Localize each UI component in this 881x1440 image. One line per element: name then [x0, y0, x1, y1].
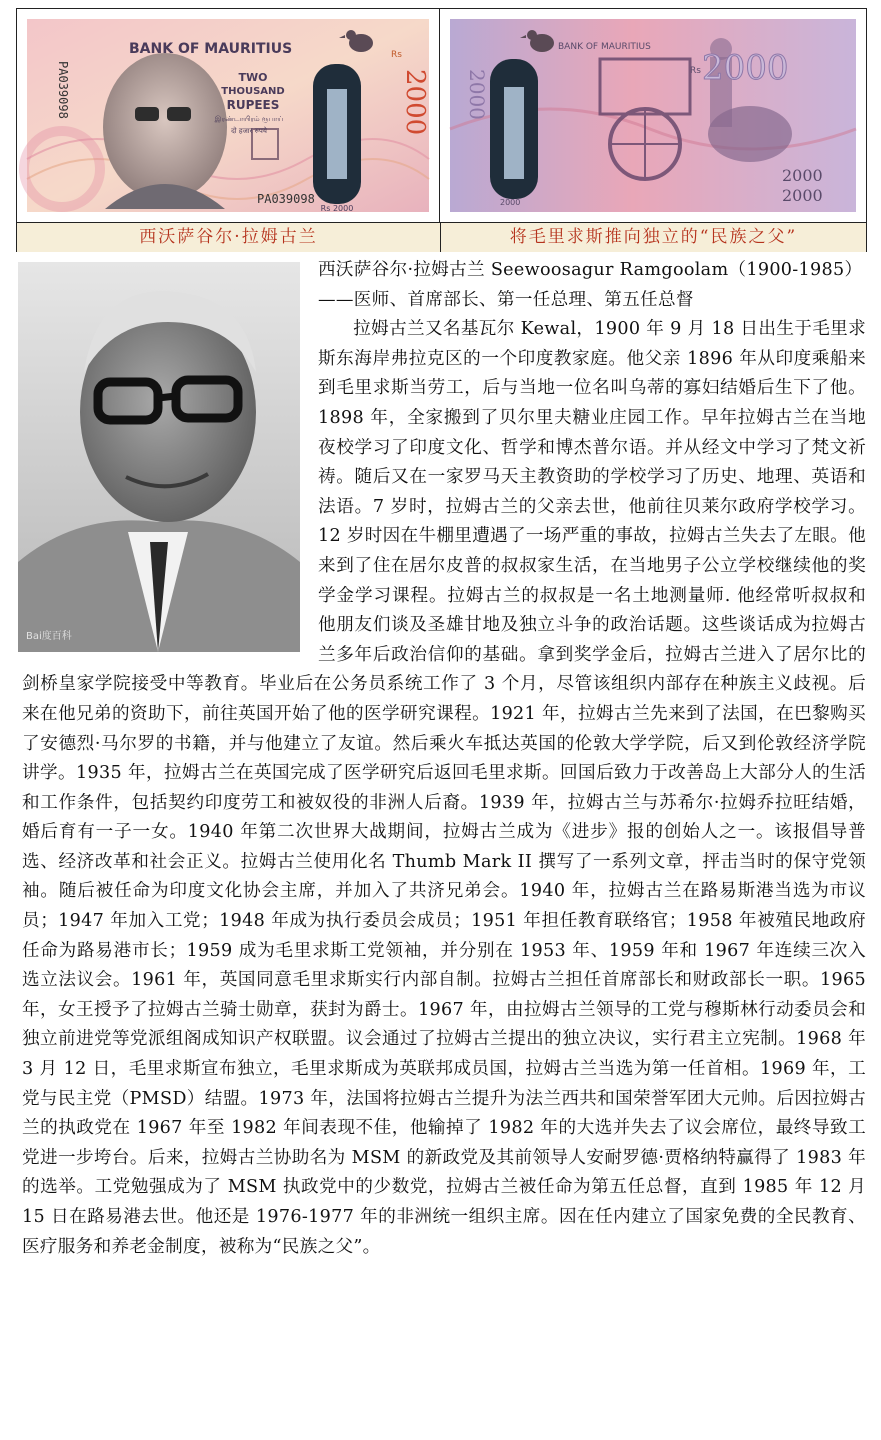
note-front-rs: Rs — [391, 50, 402, 60]
note-back-value-small-2: 2000 — [782, 186, 823, 205]
note-front-words-1: TWO — [238, 71, 268, 84]
article-subtitle: ——医师、首席部长、第一任总理、第五任总督 — [318, 289, 694, 310]
caption-row — [17, 222, 866, 252]
banknote-strip — [16, 8, 867, 252]
banknote-back — [440, 9, 866, 222]
note-front-hindi: दो हजार रुपये — [231, 127, 267, 135]
article-title: 西沃萨谷尔·拉姆古兰 Seewoosagur Ramgoolam（1900-1985） — [318, 260, 863, 280]
note-front-words-2: THOUSAND — [221, 86, 285, 97]
note-front-value: 2000 — [400, 69, 430, 136]
article-body: 拉姆古兰又名基瓦尔 Kewal，1900 年 9 月 18 日出生于毛里求斯东海岸弗拉克区的一个印度教家庭。他父亲 1896 年从印度乘船来到毛里求斯当劳工，后与当地一位名叫乌蒂的寡妇结婚后生下了他。1898 年，全家搬到了贝尔里夫糖业庄园工作。早年拉姆古兰在当地夜校学习了印度文化、哲学和博杰普尔语。并从经文中学习了梵文祈祷。随后又在一家罗马天主教资助的学校学习了历史、地理、英语和法语。7 岁时，拉姆古兰的父亲去世，他前往贝莱尔政府学校学习。12 岁时因在牛棚里遭遇了一场严重的事故，拉姆古兰失去了左眼。他来到了住在居尔皮普的叔叔家生活，在当地男子公立学校继续他的奖学金学习课程。拉姆古兰的叔叔是一名土地测量师. 他经常听叔叔和他朋友们谈及圣雄甘地及独立斗争的政治话题。这些谈话成为拉姆古兰多年后政治信仰的基础。拿到奖学金后，拉姆古兰进入了居尔比的剑桥皇家学院接受中等教育。毕业后在公务员系统工作了 3 个月，尽管该组织内部存在种族主义歧视。后来在他兄弟的资助下，前往英国开始了他的医学研究课程。1921 年，拉姆古兰先来到了法国，在巴黎购买了安德烈·马尔罗的书籍，并与他建立了友谊。然后乘火车抵达英国的伦敦大学学院，后又到伦敦经济学院讲学。1935 年，拉姆古兰在英国完成了医学研究后返回毛里求斯。回国后致力于改善岛上大部分人的生活和工作条件，包括契约印度劳工和被奴役的非洲人后裔。1939 年，拉姆古兰与苏希尔·拉姆乔拉旺结婚，婚后育有一子一女。1940 年第二次世界大战期间，拉姆古兰成为《进步》报的创始人之一。该报倡导普选、经济改革和社会正义。拉姆古兰使用化名 Thumb Mark II 撰写了一系列文章，抨击当时的保守党领袖。随后被任命为印度文化协会主席，并加入了共济兄弟会。1940 年，拉姆古兰在路易斯港当选为市议员；1947 年加入工党；1948 年成为执行委员会成员；1951 年担任教育联络官；1958 年被殖民地政府任命为路易港市长；1959 成为毛里求斯工党领袖，并分别在 1953 年、1959 年和 1967 年连续三次入选立法议会。1961 年，英国同意毛里求斯实行内部自制。拉姆古兰担任首席部长和财政部长一职。1965 年，女王授予了拉姆古兰骑士勋章，获封为爵士。1967 年，由拉姆古兰领导的工党与穆斯林行动委员会和独立前进党等党派组阁成知识产权联盟。议会通过了拉姆古兰提出的独立决议，实行君主立宪制。1968 年 3 月 12 日，毛里求斯宣布独立，毛里求斯成为英联邦成员国，拉姆古兰当选为第一任首相。1969 年，工党与民主党（PMSD）结盟。1973 年，法国将拉姆古兰提升为法兰西共和国荣誉军团大元帅。后因拉姆古兰的执政党在 1967 年至 1982 年间表现不佳，他输掉了 1982 年的大选并失去了议会席位，最终导致工党进一步垮台。后来，拉姆古兰协助名为 MSM 的新政党及其前领导人安耐罗德·贾格纳特赢得了 1983 年的选举。工党勉强成为了 MSM 执政党中的少数党，拉姆古兰被任命为第五任总督，直到 1985 年 12 月 15 日在路易港去世。他还是 1976-1977 年的非洲统一组织主席。因在任内建立了国家免费的全民教育、医疗服务和养老金制度，被称为“民族之父”。 — [22, 319, 866, 1257]
note-back-bank-name: BANK OF MAURITIUS — [558, 42, 651, 52]
note-front-tamil: இரண்டாயிரம் ரூபாய் — [214, 115, 284, 123]
note-back-value: 2000 — [702, 48, 789, 88]
note-front-words-3: RUPEES — [226, 98, 280, 112]
banknote-front — [17, 9, 440, 222]
note-front-small-value: Rs 2000 — [320, 204, 354, 213]
note-portrait — [103, 53, 227, 201]
portrait-spacer — [22, 256, 318, 652]
article — [22, 256, 866, 1262]
caption-left: 西沃萨谷尔·拉姆古兰 — [17, 223, 441, 252]
banknote-front-art — [17, 9, 439, 222]
note-back-rs: Rs — [690, 66, 701, 76]
note-front-serial-bottom: PA039098 — [257, 192, 315, 206]
note-back-small-value: 2000 — [500, 198, 521, 207]
portrait-watermark: Bai度百科 — [26, 631, 72, 642]
note-front-serial-vertical: PA039098 — [56, 61, 70, 119]
banknote-back-art — [440, 9, 866, 222]
note-back-value-small-1: 2000 — [782, 166, 823, 185]
note-back-value-vertical: 2000 — [465, 69, 489, 120]
note-front-bank-name: BANK OF MAURITIUS — [129, 41, 293, 57]
caption-right: 将毛里求斯推向独立的“民族之父” — [509, 227, 798, 247]
